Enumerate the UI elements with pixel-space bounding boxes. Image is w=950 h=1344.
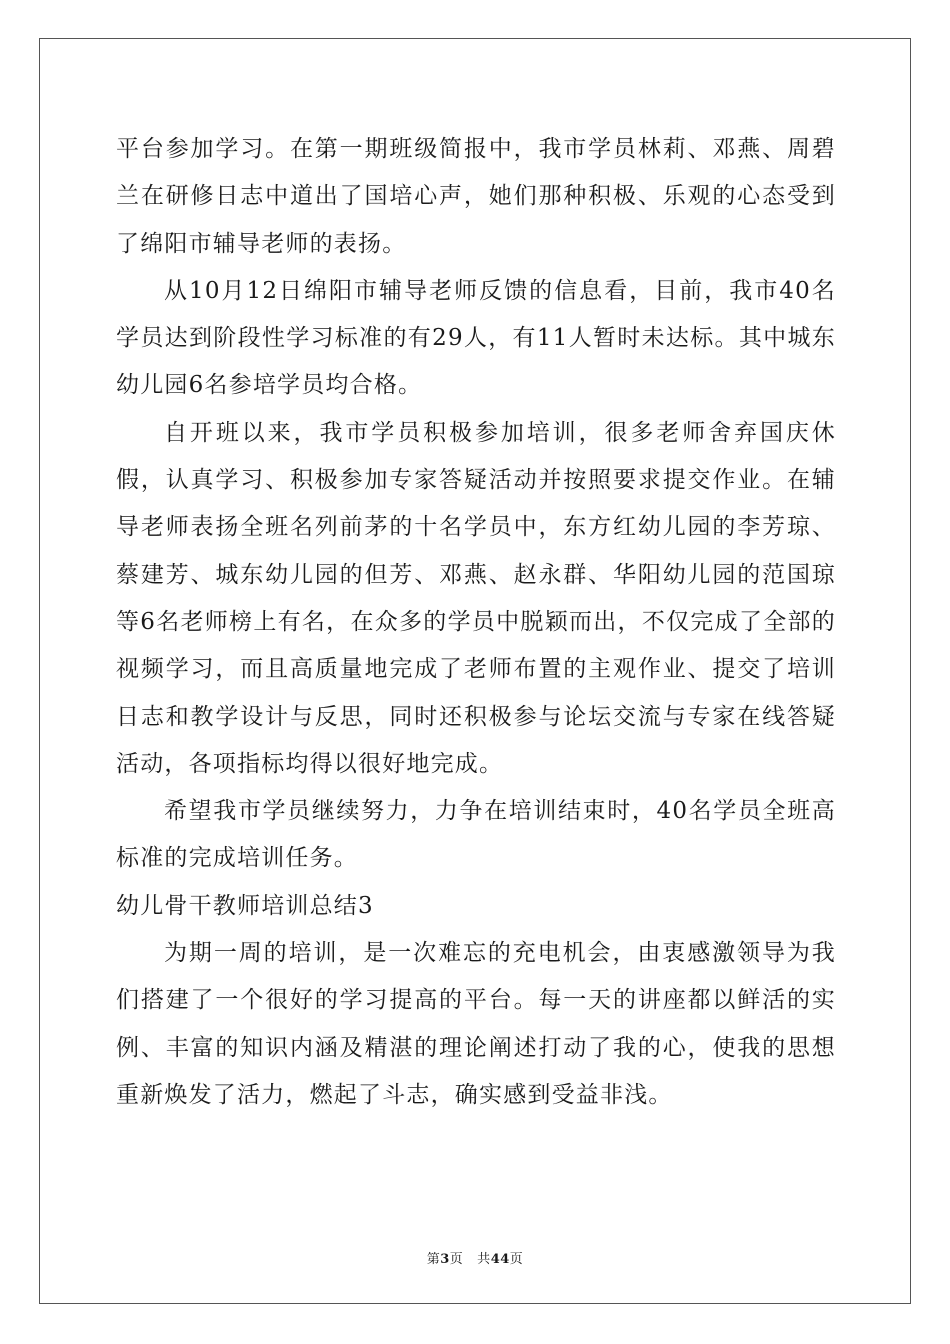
total-suffix: 页	[509, 1252, 524, 1267]
paragraph-hope: 希望我市学员继续努力，力争在培训结束时，40名学员全班高标准的完成培训任务。	[116, 798, 836, 872]
page-footer	[0, 1248, 950, 1267]
document-body	[116, 126, 836, 1119]
page-suffix: 页	[449, 1252, 464, 1267]
paragraph-training-reflection: 为期一周的培训，是一次难忘的充电机会，由衷感激领导为我们搭建了一个很好的学习提高的平台。每一天的讲座都以鲜活的实例、丰富的知识内涵及精湛的理论阐述打动了我的心，使我的思想重新焕发了活力，燃起了斗志，确实感到受益非浅。	[116, 940, 836, 1108]
page-number: 3	[440, 1252, 450, 1267]
paragraph-praise: 自开班以来，我市学员积极参加培训，很多老师舍弃国庆休假，认真学习、积极参加专家答疑活动并按照要求提交作业。在辅导老师表扬全班名列前茅的十名学员中，东方红幼儿园的李芳琼、蔡建芳、城东幼儿园的但芳、邓燕、赵永群、华阳幼儿园的范国琼等6名老师榜上有名，在众多的学员中脱颖而出，不仅完成了全部的视频学习，而且高质量地完成了老师布置的主观作业、提交了培训日志和教学设计与反思，同时还积极参与论坛交流与专家在线答疑活动，各项指标均得以很好地完成。	[116, 419, 836, 777]
total-prefix: 共	[477, 1252, 491, 1267]
total-pages: 44	[490, 1252, 510, 1267]
paragraph-continuation: 平台参加学习。在第一期班级简报中，我市学员林莉、邓燕、周碧兰在研修日志中道出了国培心声，她们那种积极、乐观的心态受到了绵阳市辅导老师的表扬。	[116, 136, 836, 257]
paragraph-progress-report: 从10月12日绵阳市辅导老师反馈的信息看，目前，我市40名学员达到阶段性学习标准的有29人，有11人暂时未达标。其中城东幼儿园6名参培学员均合格。	[116, 277, 836, 399]
page-prefix: 第	[426, 1252, 441, 1267]
section-title: 幼儿骨干教师培训总结3	[116, 892, 374, 919]
